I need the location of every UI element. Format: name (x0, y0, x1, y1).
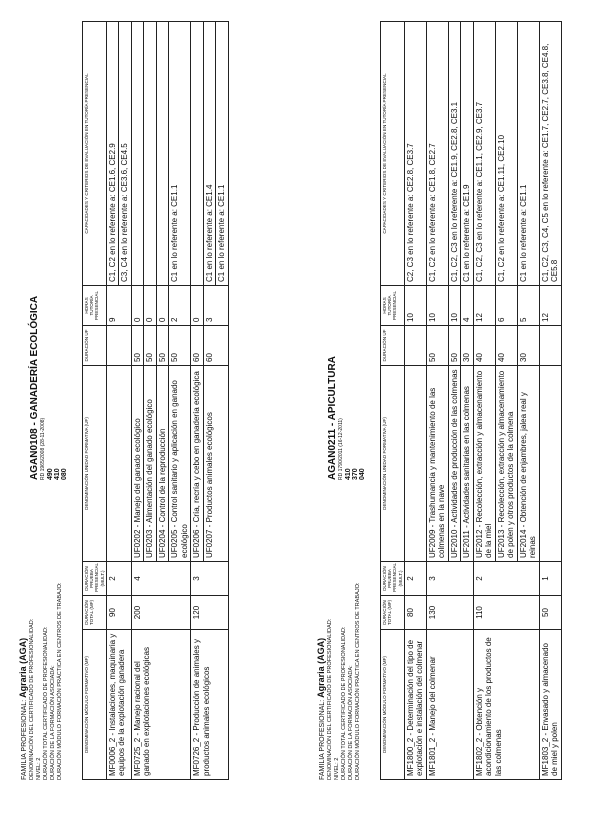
unit-tutoria: 10 (404, 286, 426, 326)
unit-name: UF0203 - Alimentación del ganado ecológico (144, 366, 157, 562)
unit-duration: 30 (517, 326, 539, 366)
unit-duration: 50 (426, 326, 448, 366)
capacidades-cell (191, 22, 204, 286)
column-header-capacidades: CAPACIDADES Y CRITERIOS DE EVALUACIÓN EN TUTORÍA PRESENCIAL (381, 22, 405, 286)
unit-tutoria: 0 (131, 286, 144, 326)
duracion-total-value: 490 (46, 468, 54, 480)
module-name: MF1803_2 - Envasado y almacenado de miel y polen (539, 630, 561, 780)
label-nivel: NIVEL: 2 (333, 757, 340, 780)
certificate-header (318, 22, 380, 780)
unit-duration (106, 326, 131, 366)
unit-name: UF2014 - Obtención de enjambres, jalea real y reinas (517, 366, 539, 562)
unit-tutoria: 0 (191, 286, 204, 326)
unit-tutoria: 3 (203, 286, 228, 326)
modules-table (82, 21, 229, 780)
capacidades-cell (144, 22, 157, 286)
label-duracion-total: DURACIÓN TOTAL CERTIFICADO DE PROFESIONALIDAD: (42, 626, 49, 780)
module-duration: 90 (106, 596, 131, 630)
module-duration: 120 (191, 596, 229, 630)
unit-name: UF2011 - Actividades sanitarias en las colmenas (461, 366, 474, 562)
table-row (106, 22, 119, 780)
module-name: MF0725_2 - Manejo racional del ganado en explotaciones ecológicas (131, 630, 191, 780)
column-header-modulo: DENOMINACIÓN MÓDULO FORMATIVO (MF) (381, 630, 405, 780)
unit-name: UF2010 - Actividades de producción de las colmenas (448, 366, 461, 562)
capacidades-cell: C1 en lo referente a: CE1.9 (461, 22, 474, 286)
column-header-capacidades: CAPACIDADES Y CRITERIOS DE EVALUACIÓN EN TUTORÍA PRESENCIAL (83, 22, 107, 286)
column-header-modulo: DENOMINACIÓN MÓDULO FORMATIVO (MF) (83, 630, 107, 780)
capacidades-cell: C2, C3 en lo referente a: CE2.8, CE3.7 (404, 22, 426, 286)
familia-label: FAMILIA PROFESIONAL: (319, 699, 326, 780)
certificate-rd: RD 1790/2011 (16-12-2011) (338, 418, 344, 480)
unit-duration: 60 (191, 326, 204, 366)
capacidades-cell: C1 en lo referente a: CE1.1 (517, 22, 539, 286)
familia-value: Agraria (AGA) (18, 637, 28, 698)
certificate-block-ganaderia (20, 22, 229, 780)
unit-tutoria: 10 (448, 286, 461, 326)
familia-line (318, 480, 327, 780)
label-nivel: NIVEL: 2 (35, 757, 42, 780)
unit-tutoria: 0 (144, 286, 157, 326)
capacidades-cell: C1, C2, C3 en lo referente a: CE1.9, CE2.8, CE3.1 (448, 22, 461, 286)
unit-duration: 50 (448, 326, 461, 366)
unit-tutoria: 0 (156, 286, 169, 326)
unit-name (404, 366, 426, 562)
column-header-duracion-total: DURACIÓN TOTAL (MF) (381, 596, 405, 630)
module-presencial: 2 (404, 562, 426, 596)
module-presencial: 2 (106, 562, 131, 596)
certificate-block-apicultura (318, 22, 562, 780)
unit-name: UF0207 - Productos animales ecológicos (203, 366, 228, 562)
column-header-unidad: DENOMINACIÓN UNIDAD FORMATIVA (UF) (381, 366, 405, 562)
column-header-duracion-total: DURACIÓN TOTAL (MF) (83, 596, 107, 630)
capacidades-cell: C1 en lo referente a: CE1.1 (169, 22, 191, 286)
module-duration: 50 (539, 596, 561, 630)
label-duracion-formacion: DURACIÓN DE LA FORMACIÓN ASOCIADA: (49, 665, 56, 780)
module-name: MF0726_2 - Producción de animales y productos animales ecológicos (191, 630, 229, 780)
capacidades-cell (156, 22, 169, 286)
capacidades-cell: C1, C2 en lo referente a: CE1.6, CE2.9 (106, 22, 119, 286)
table-row (131, 22, 144, 780)
column-header-duracion-presencial: DURACIÓN PRUEBA PRESENCIAL (MULT.) (83, 562, 107, 596)
familia-line (20, 480, 29, 780)
certificate-title: AGAN0211 - APICULTURA (327, 356, 338, 480)
unit-tutoria: 9 (106, 286, 131, 326)
module-presencial: 4 (131, 562, 191, 596)
unit-duration: 60 (203, 326, 228, 366)
unit-name (539, 366, 561, 562)
column-header-unidad: DENOMINACIÓN UNIDAD FORMATIVA (UF) (83, 366, 107, 562)
table-row (473, 22, 495, 780)
capacidades-cell: C1, C2, C3 en lo referente a: CE1.1, CE2.9, CE3.7 (473, 22, 495, 286)
unit-tutoria: 12 (539, 286, 561, 326)
table-row (191, 22, 204, 780)
module-name: MF1800_2 - Determinación del tipo de explotación e instalación del colmenar (404, 630, 426, 780)
certificate-title: AGAN0108 - GANADERÍA ECOLÓGICA (29, 295, 40, 480)
module-duration: 130 (426, 596, 473, 630)
unit-tutoria: 12 (473, 286, 495, 326)
capacidades-cell: C3, C4 en lo referente a: CE3.6, CE4.5 (119, 22, 132, 286)
unit-duration: 50 (169, 326, 191, 366)
unit-name: UF2012 - Recolección, extracción y almacenamiento de la miel (473, 366, 495, 562)
capacidades-cell (131, 22, 144, 286)
unit-duration: 40 (495, 326, 517, 366)
capacidades-cell: C1 en lo referente a: CE1.1 (216, 22, 229, 286)
unit-name: UF0205 - Control sanitario y aplicación en ganado ecológico (169, 366, 191, 562)
column-header-duracion-uf: DURACIÓN UF (381, 326, 405, 366)
header-values (29, 180, 68, 480)
label-duracion-total: DURACIÓN TOTAL CERTIFICADO DE PROFESIONALIDAD: (340, 626, 347, 780)
module-duration: 110 (473, 596, 539, 630)
capacidades-cell: C1 en lo referente a: CE1.4 (203, 22, 216, 286)
unit-tutoria: 5 (517, 286, 539, 326)
table-header-row (83, 22, 107, 780)
label-duracion-practicas: DURACIÓN MÓDULO FORMACIÓN PRÁCTICA EN CENTROS DE TRABAJO: (56, 582, 63, 780)
module-duration: 80 (404, 596, 426, 630)
module-name: MF0006_2 - Instalaciones, maquinaria y equipos de la explotación ganadera (106, 630, 131, 780)
table-row (539, 22, 561, 780)
unit-duration: 50 (131, 326, 144, 366)
module-presencial: 3 (426, 562, 473, 596)
certificate-rd: RD 1965/2008 (28-11-2008) (40, 417, 46, 480)
label-denominacion: DENOMINACIÓN DEL CERTIFICADO DE PROFESIONALIDAD: (326, 618, 333, 780)
module-presencial: 1 (539, 562, 561, 596)
unit-name: UF2013 - Recolección, extracción y almacenamiento de polen y otros productos de la colmena (495, 366, 517, 562)
unit-duration: 40 (473, 326, 495, 366)
unit-duration: 30 (461, 326, 474, 366)
module-presencial: 3 (191, 562, 229, 596)
module-name: MF1802_2 - Obtención y acondicionamiento de los productos de las colmenas (473, 630, 539, 780)
header-labels (20, 480, 63, 780)
duracion-practicas-value: 080 (60, 468, 68, 480)
unit-name: UF0204 - Control de la reproducción (156, 366, 169, 562)
familia-value: Agraria (AGA) (316, 637, 326, 698)
duracion-practicas-value: 040 (358, 468, 366, 480)
table-row (426, 22, 448, 780)
capacidades-cell: C1, C2, C3, C4, C5 en lo referente a: CE1.7, CE2.7, CE3.8, CE4.8, CE5.8 (539, 22, 561, 286)
unit-name: UF0202 - Manejo del ganado ecológico (131, 366, 144, 562)
label-denominacion: DENOMINACIÓN DEL CERTIFICADO DE PROFESIONALIDAD: (28, 618, 35, 780)
familia-label: FAMILIA PROFESIONAL: (21, 699, 28, 780)
unit-duration (539, 326, 561, 366)
table-header-row (381, 22, 405, 780)
column-header-duracion-uf: DURACIÓN UF (83, 326, 107, 366)
unit-name: UF2009 - Trashumancia y mantenimiento de las colmenas en la nave (426, 366, 448, 562)
capacidades-cell: C1, C2 en lo referente a: CE1.8, CE2.7 (426, 22, 448, 286)
capacidades-cell: C1, C2 en lo referente a: CE1.11, CE2.10 (495, 22, 517, 286)
unit-name: UF0206 - Cría, recría y cebo en ganadería ecológica (191, 366, 204, 562)
column-header-horas-tutoria: HORAS TUTORÍA PRESENCIAL (381, 286, 405, 326)
header-values (327, 180, 366, 480)
unit-duration: 50 (144, 326, 157, 366)
certificate-header (20, 22, 82, 780)
label-duracion-practicas: DURACIÓN MÓDULO FORMACIÓN PRÁCTICA EN CENTROS DE TRABAJO: (354, 582, 361, 780)
column-header-horas-tutoria: HORAS TUTORÍA PRESENCIAL (83, 286, 107, 326)
unit-tutoria: 10 (426, 286, 448, 326)
modules-table (380, 21, 562, 780)
unit-tutoria: 4 (461, 286, 474, 326)
header-labels (318, 480, 361, 780)
module-name: MF1801_2 - Manejo del colmenar (426, 630, 473, 780)
unit-tutoria: 6 (495, 286, 517, 326)
module-presencial: 2 (473, 562, 539, 596)
duracion-formacion-value: 410 (53, 468, 61, 480)
table-row (404, 22, 426, 780)
duracion-total-value: 410 (344, 468, 352, 480)
column-header-duracion-presencial: DURACIÓN PRUEBA PRESENCIAL (MULT.) (381, 562, 405, 596)
duracion-formacion-value: 370 (351, 468, 359, 480)
unit-name (106, 366, 131, 562)
unit-duration: 50 (156, 326, 169, 366)
unit-duration (404, 326, 426, 366)
label-duracion-formacion: DURACIÓN DE LA FORMACIÓN ASOCIADA: (347, 665, 354, 780)
module-duration: 200 (131, 596, 191, 630)
unit-tutoria: 2 (169, 286, 191, 326)
